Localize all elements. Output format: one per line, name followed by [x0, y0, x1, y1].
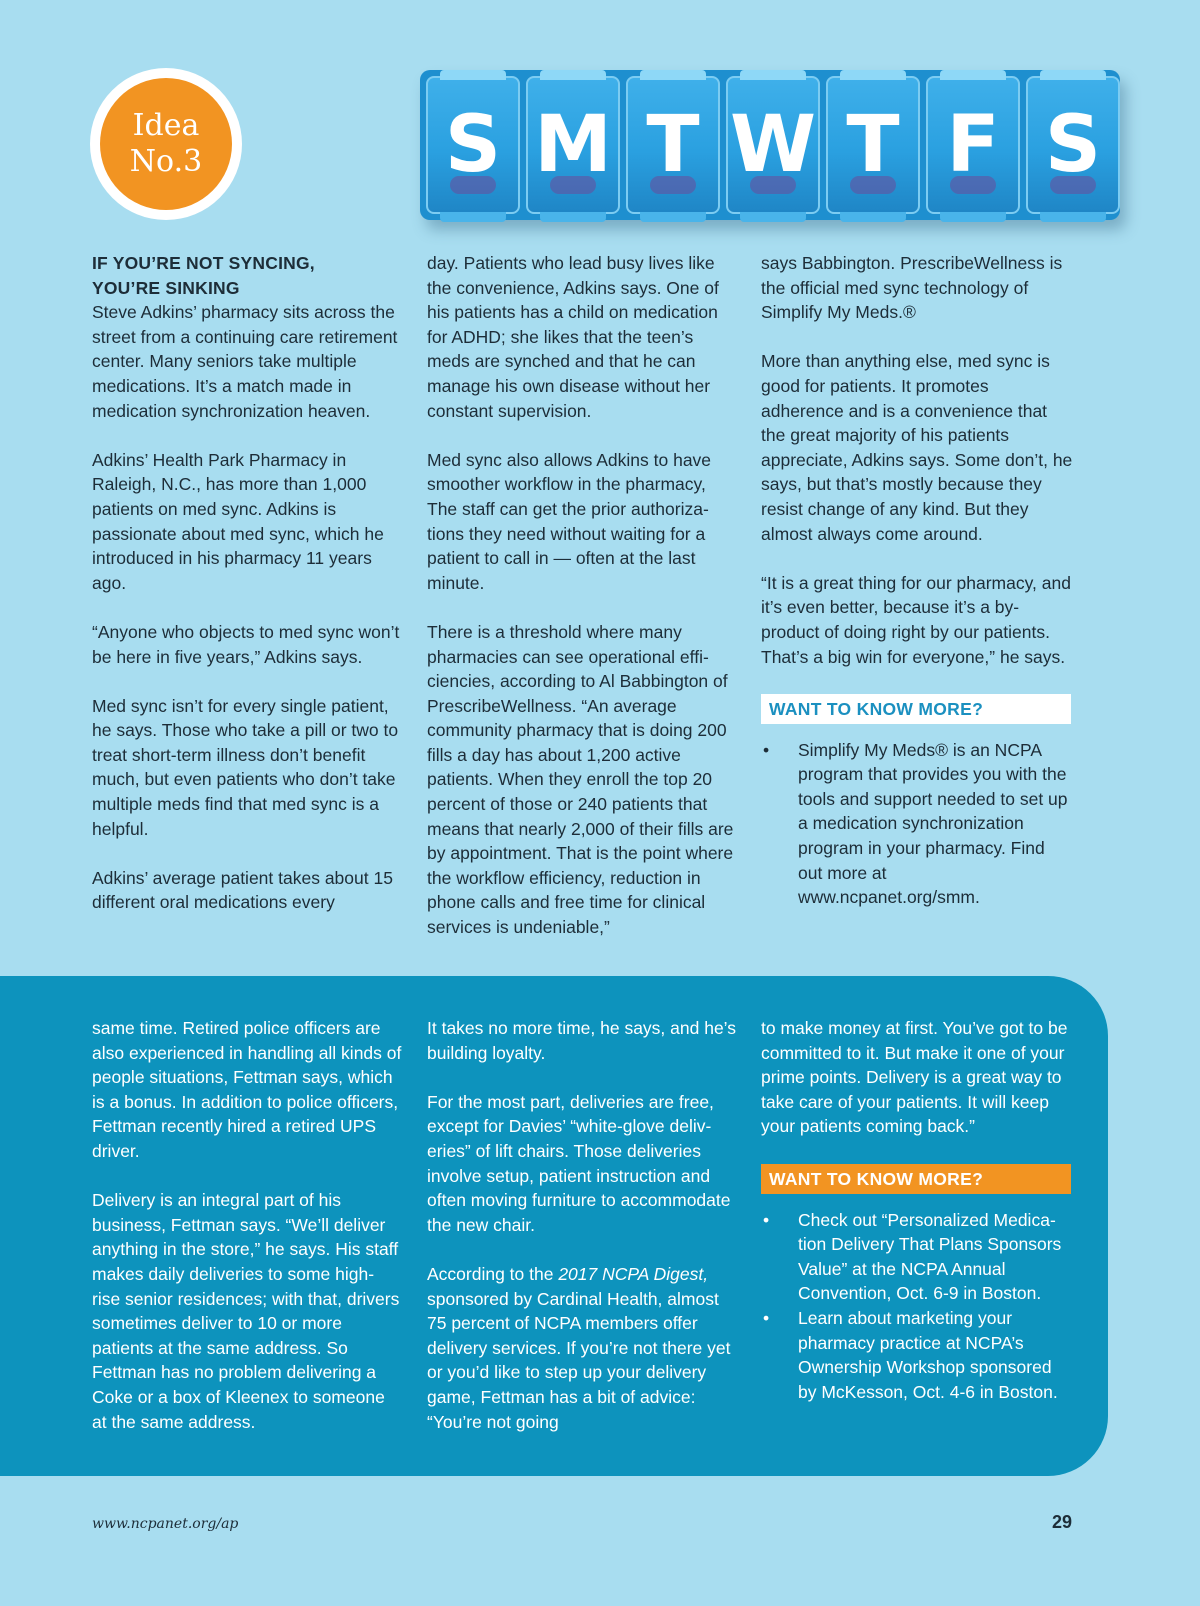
- paragraph: Adkins’ average patient takes about 15 different oral medications every: [92, 867, 393, 913]
- paragraph: It takes no more time, he says, and he’s building loyalty.: [427, 1018, 737, 1063]
- resource-list: [761, 738, 1073, 910]
- footer-url: www.ncpanet.org/ap: [92, 1516, 239, 1532]
- pill-letter: T: [646, 100, 700, 190]
- delivery-column-1: [92, 1016, 402, 1434]
- paragraph: Steve Adkins’ pharmacy sits across the street from a continuing care retirement center. Many seniors take multiple medications. It’s a match made in medication synchronization heaven.: [92, 302, 398, 421]
- pill-organizer-image: [420, 70, 1120, 220]
- page-number: 29: [1051, 1512, 1072, 1532]
- pill-letter: S: [444, 100, 502, 190]
- list-item: • Check out “Personalized Medication Delivery That Plans Sponsors Value” at the NCPA Annual Convention, Oct. 6-9 in Boston.: [763, 1209, 1062, 1304]
- want-to-know-more-heading: WANT TO KNOW MORE?: [761, 694, 1071, 724]
- paragraph: Med sync isn’t for every single patient, he says. Those who take a pill or two to treat short-term illness don’t benefit much, but even patients who don’t take multiple meds find that med sync is a helpful.: [92, 695, 399, 839]
- paragraph: says Babbington. PrescribeWellness is the official med sync technology of Simplify My Meds.®: [761, 253, 1063, 323]
- pill-compartment: [526, 76, 620, 214]
- list-item: • Learn about marketing your pharmacy practice at NCPA’s Ownership Workshop sponsored by McKesson, Oct. 4-6 in Boston.: [763, 1307, 1058, 1402]
- pill-compartment: [726, 76, 820, 214]
- pill-compartment: [626, 76, 720, 214]
- delivery-column-2: [427, 1016, 739, 1434]
- article-column-2: [427, 251, 739, 940]
- paragraph: There is a threshold where many pharmacies can see operational efficiencies, according to Al Babbington of PrescribeWellness. “An average community pharmacy that is doing 200 fills a day has about 1,200 active patients. When they enroll the top 20 percent of those or 240 patients that means that nearly 2,000 of their fills are by appointment. That is the point where the workflow efficiency, reduction in phone calls and free time for clinical services is undeniable,”: [427, 621, 734, 938]
- pill-letter: F: [946, 100, 1000, 190]
- idea-badge-line1: Idea: [132, 108, 200, 143]
- section-heading: IF YOU’RE NOT SYNCING, YOU’RE SINKING: [92, 253, 315, 298]
- resource-list: [761, 1208, 1073, 1405]
- pill-compartment: [426, 76, 520, 214]
- publication-title: 2017 NCPA Digest,: [558, 1263, 709, 1284]
- pill-compartment: [1026, 76, 1120, 214]
- paragraph: More than anything else, med sync is good for patients. It promotes adherence and is a convenience that the great majority of his patients appreciate, Adkins says. Some don’t, he says, but that’s mostly because they resist change of any kind. But they almost always come around.: [761, 351, 1073, 544]
- pill-compartment: [826, 76, 920, 214]
- paragraph: Med sync also allows Adkins to have smoother workflow in the pharmacy, The staff can get the prior authorizations they need without waiting for a patient to call in — often at the last minute.: [427, 449, 712, 593]
- delivery-column-3: [761, 1016, 1073, 1404]
- paragraph: “It is a great thing for our pharmacy, and it’s even better, because it’s a by-product of doing right by our patients. That’s a big win for everyone,” he says.: [761, 572, 1071, 667]
- article-column-1: [92, 251, 402, 915]
- idea-badge-circle: [100, 78, 232, 210]
- list-item: • Simplify My Meds® is an NCPA program that provides you with the tools and support needed to set up a medication synchronization program in your pharmacy. Find out more at www.ncpanet.org/smm.: [763, 739, 1068, 908]
- paragraph: same time. Retired police officers are also experienced in handling all kinds of people situations, Fettman says, which is a bonus. In addition to police officers, Fettman recently hired a retired UPS driver.: [92, 1018, 402, 1161]
- idea-badge-line2: No.3: [129, 144, 203, 179]
- pill-letter: W: [729, 100, 817, 190]
- pill-letter: S: [1044, 100, 1102, 190]
- want-to-know-more-heading: WANT TO KNOW MORE?: [761, 1164, 1071, 1194]
- paragraph: For the most part, deliveries are free, except for Davies’ “white-glove deliveries” of lift chairs. Those deliveries involve setup, patient instruction and often moving furniture to accommodate the new chair.: [427, 1091, 731, 1235]
- bullet-icon: •: [763, 1209, 770, 1230]
- idea-badge: [90, 68, 242, 220]
- paragraph: Delivery is an integral part of his business, Fettman says. “We’ll deliver anything in the store,” he says. His staff makes daily deliveries to some high-rise senior residences; with that, drivers sometimes deliver to 10 or more patients at the same address. So Fettman has no problem delivering a Coke or a box of Kleenex to someone at the same address.: [92, 1190, 400, 1432]
- paragraph: day. Patients who lead busy lives like the convenience, Adkins says. One of his patients has a child on medication for ADHD; she likes that the teen’s meds are synched and that he can manage his own disease without her constant supervision.: [427, 253, 719, 421]
- paragraph: According to the 2017 NCPA Digest, sponsored by Cardinal Health, almost 75 percent of NCPA members offer delivery services. If you’re not there yet or you’d like to step up your delivery game, Fettman has a bit of advice: “You’re not going: [427, 1263, 731, 1432]
- pill-letter: M: [534, 100, 612, 190]
- pill-letter: T: [846, 100, 900, 190]
- article-column-3: [761, 251, 1073, 910]
- paragraph: Adkins’ Health Park Pharmacy in Raleigh, N.C., has more than 1,000 patients on med sync. Adkins is passionate about med sync, which he introduced in his pharmacy 11 years ago.: [92, 449, 384, 593]
- paragraph: to make money at first. You’ve got to be committed to it. But make it one of your prime points. Delivery is a great way to take care of your patients. It will keep your patients coming back.”: [761, 1018, 1068, 1137]
- bullet-icon: •: [763, 739, 770, 760]
- paragraph: “Anyone who objects to med sync won’t be here in five years,” Adkins says.: [92, 621, 400, 667]
- pill-compartment: [926, 76, 1020, 214]
- bullet-icon: •: [763, 1307, 770, 1328]
